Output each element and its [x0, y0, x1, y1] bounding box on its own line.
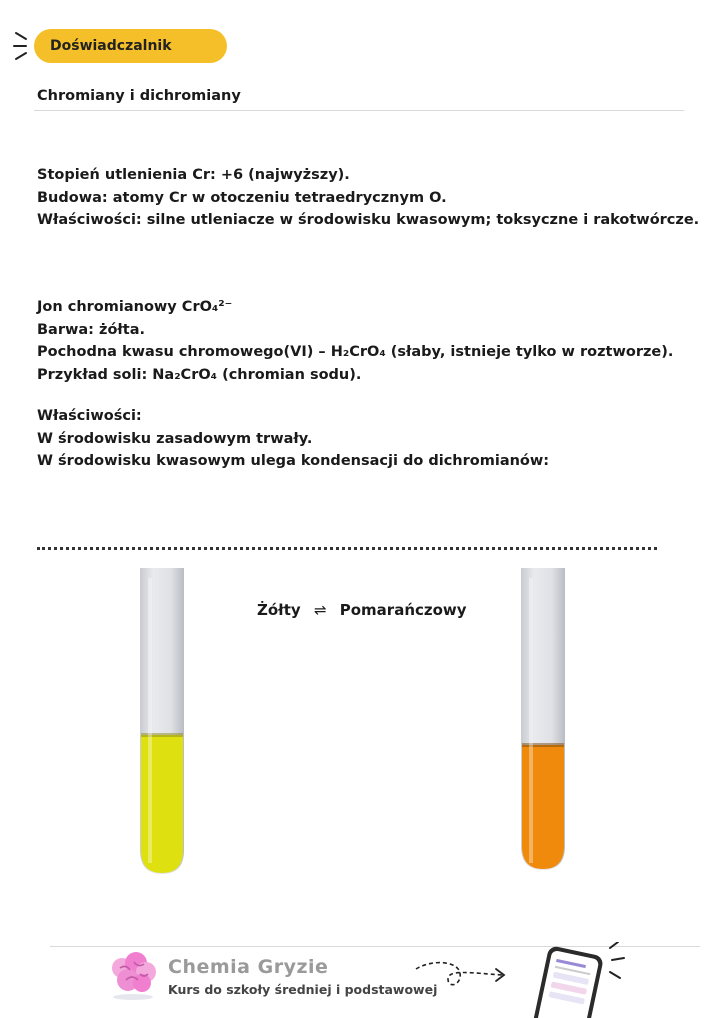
title-divider	[34, 110, 684, 111]
orange-test-tube	[513, 568, 573, 878]
chromate-line: Przykład soli: Na₂CrO₄ (chromian sodu).	[37, 366, 362, 383]
intro-line: Budowa: atomy Cr w otoczeniu tetraedrycznym O.	[37, 189, 447, 206]
page-title: Chromiany i dichromiany	[37, 88, 241, 104]
properties-line: W środowisku kwasowym ulega kondensacji do dichromianów:	[37, 453, 550, 469]
orange-liquid	[522, 745, 564, 869]
yellow-liquid	[141, 735, 183, 873]
intro-line: Stopień utlenienia Cr: +6 (najwyższy).	[37, 167, 350, 183]
properties-line: W środowisku zasadowym trwały.	[37, 430, 313, 447]
brain-logo-icon	[106, 950, 160, 1002]
brand-name: Chemia Gryzie	[168, 956, 329, 978]
equilibrium-label	[257, 601, 467, 619]
sparkle-lines-icon	[12, 30, 34, 64]
phone-mockup-icon	[518, 942, 628, 1018]
intro-block	[37, 164, 699, 232]
chromate-block	[37, 296, 673, 386]
answer-line	[37, 547, 657, 550]
properties-line: Właściwości:	[37, 408, 142, 424]
equilibrium-left: Żółty	[257, 601, 301, 619]
category-badge: Doświadczalnik	[34, 29, 227, 63]
intro-line: Właściwości: silne utleniacze w środowisku kwasowym; toksyczne i rakotwórcze.	[37, 212, 700, 228]
chromate-line: Pochodna kwasu chromowego(VI) – H₂CrO₄ (słaby, istnieje tylko w roztworze).	[37, 344, 674, 360]
yellow-test-tube	[132, 568, 192, 878]
properties-block	[37, 405, 549, 473]
equilibrium-arrows-icon: ⇌	[313, 601, 327, 619]
brand-tagline: Kurs do szkoły średniej i podstawowej	[168, 982, 438, 997]
chromate-line: Barwa: żółta.	[37, 321, 146, 338]
equilibrium-right: Pomarańczowy	[339, 601, 467, 619]
chromate-line: Jon chromianowy CrO₄²⁻	[37, 299, 233, 315]
curly-arrow-icon	[412, 955, 512, 995]
